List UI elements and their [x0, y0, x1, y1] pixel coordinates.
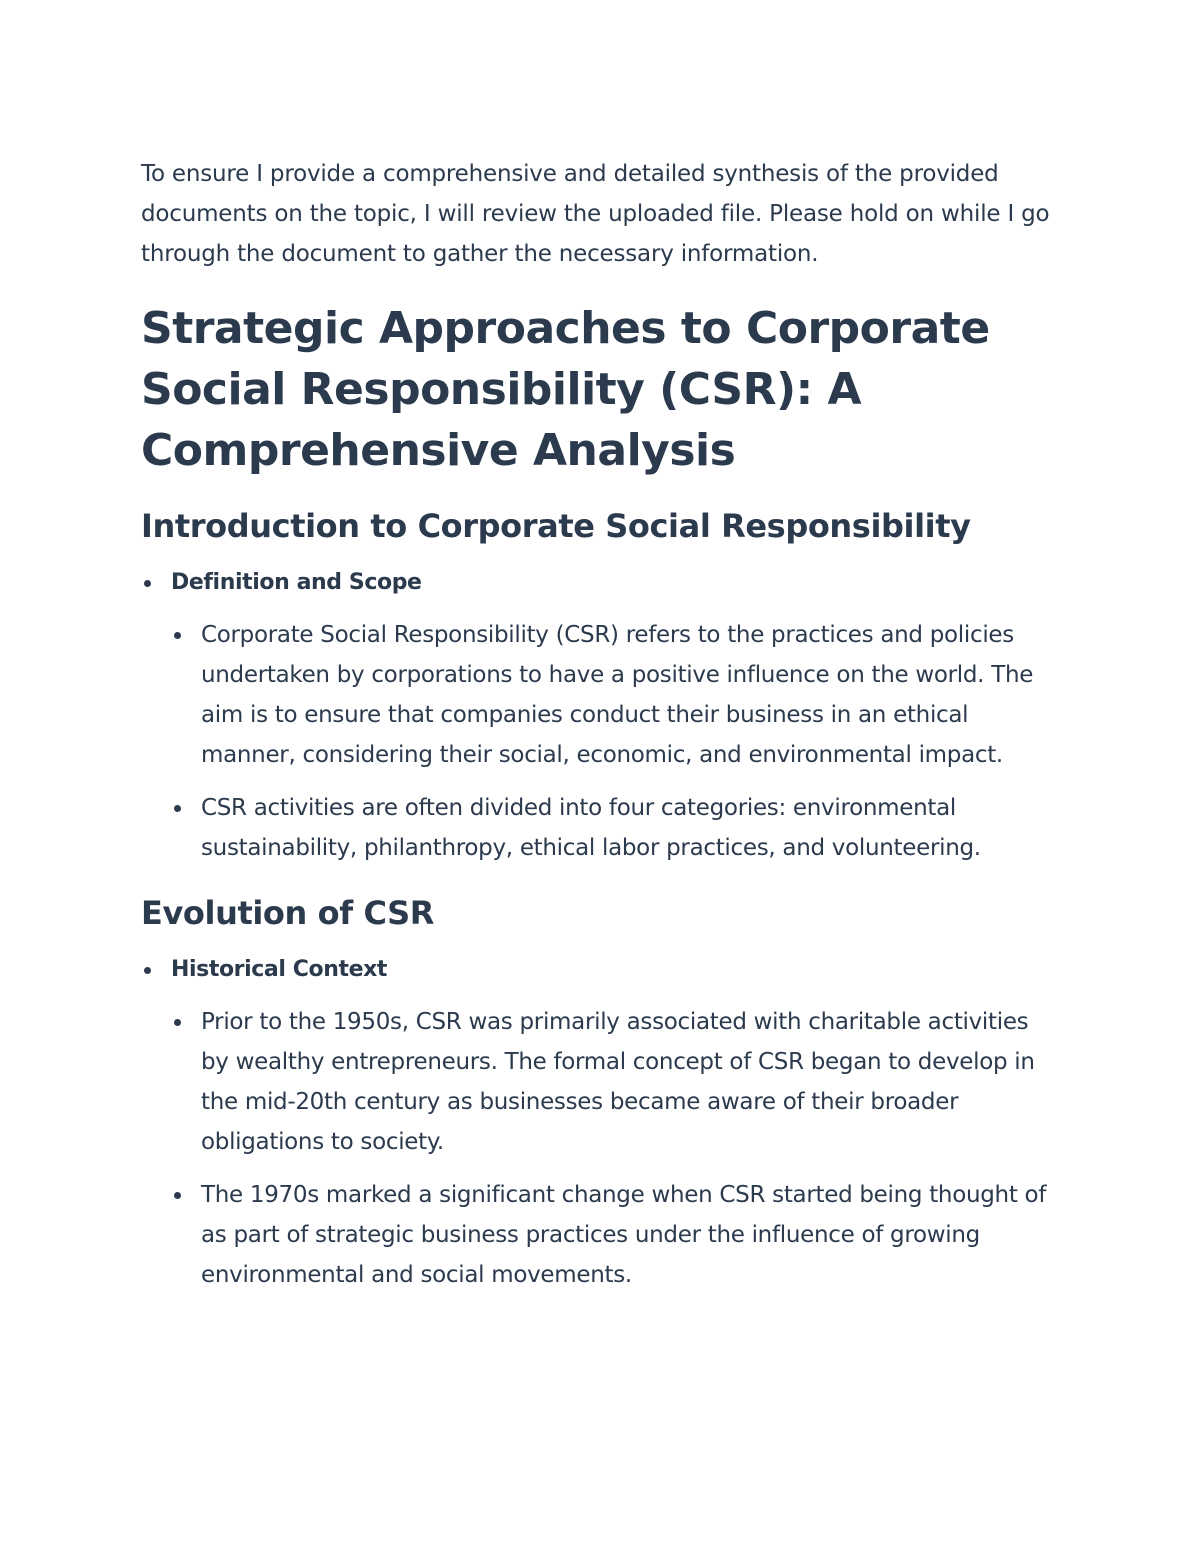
list-item: [171, 1002, 1061, 1162]
list-item-text: Corporate Social Responsibility (CSR) refers to the practices and policies undertaken by corporations to have a positive influence on the world. The aim is to ensure that companies conduct their business in an ethical manner, considering their social, economic, and environmental impact.: [201, 622, 1034, 768]
topic-label: Definition and Scope: [171, 570, 422, 595]
bullet-icon: [174, 632, 181, 639]
sublist: [171, 615, 1061, 868]
section-list-introduction: [141, 563, 1061, 868]
list-item: [171, 1175, 1061, 1295]
section-heading-introduction: Introduction to Corporate Social Responsibility: [141, 507, 971, 545]
list-item-text: CSR activities are often divided into four categories: environmental sustainability, philanthropy, ethical labor practices, and volunteering.: [201, 795, 981, 861]
section-list-evolution: [141, 950, 1061, 1295]
document-title: Strategic Approaches to Corporate Social Responsibility (CSR): A Comprehensive Analysis: [141, 303, 990, 476]
list-item-text: The 1970s marked a significant change when CSR started being thought of as part of strategic business practices under the influence of growing environmental and social movements.: [201, 1182, 1047, 1288]
list-item: [141, 950, 1061, 1295]
list-item: [171, 615, 1061, 775]
list-item: [141, 563, 1061, 868]
intro-paragraph: To ensure I provide a comprehensive and detailed synthesis of the provided documents on the topic, I will review the uploaded file. Please hold on while I go through the document to gather the necessary information.: [141, 161, 1050, 267]
bullet-icon: [174, 805, 181, 812]
list-item: [171, 788, 1061, 868]
bullet-icon: [144, 580, 151, 587]
document-page: [141, 154, 1061, 1317]
sublist: [171, 1002, 1061, 1295]
section-heading-evolution: Evolution of CSR: [141, 894, 435, 932]
bullet-icon: [174, 1019, 181, 1026]
topic-label: Historical Context: [171, 957, 388, 982]
bullet-icon: [174, 1192, 181, 1199]
bullet-icon: [144, 967, 151, 974]
list-item-text: Prior to the 1950s, CSR was primarily associated with charitable activities by wealthy entrepreneurs. The formal concept of CSR began to develop in the mid-20th century as businesses became aware of their broader obligations to society.: [201, 1009, 1035, 1155]
